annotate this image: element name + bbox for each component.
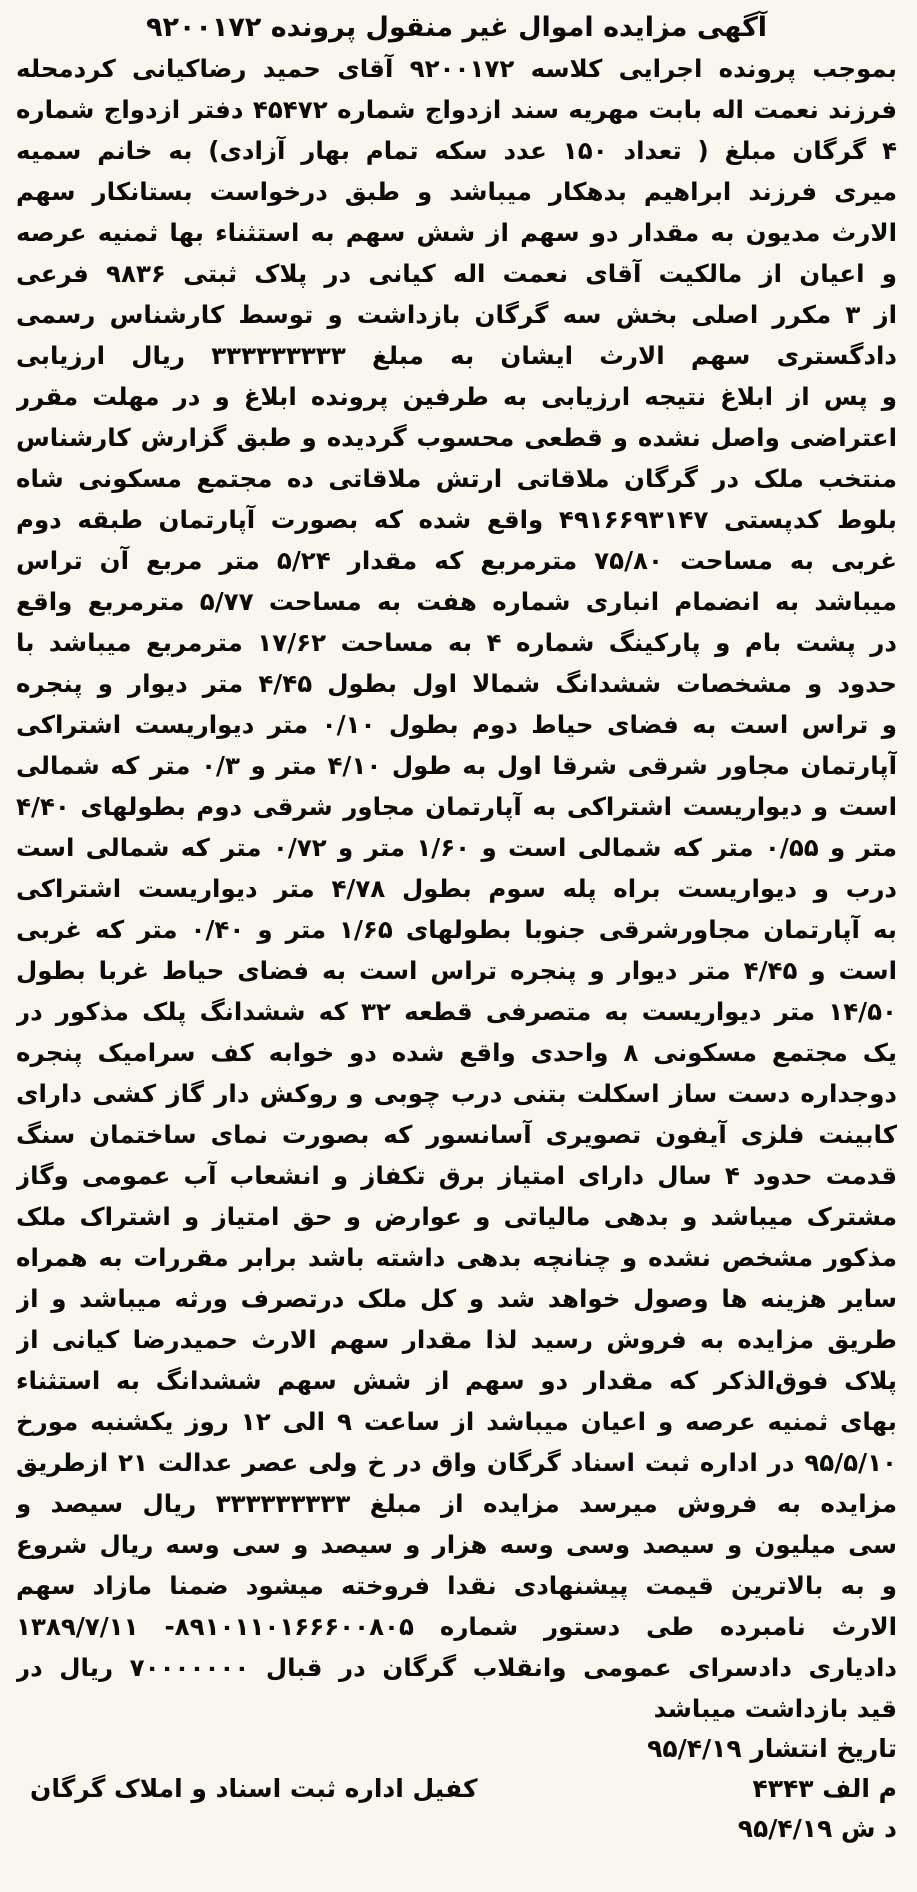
ad-body-line: سایر هزینه ها وصول خواهد شد و کل ملک درتصرف ورثه میباشد و از bbox=[16, 1284, 897, 1313]
ad-body-line: غربی به مساحت ۷۵/۸۰ مترمربع که مقدار ۵/۲۴ متر مربع آن تراس bbox=[16, 546, 897, 575]
ad-body-line: میباشد به انضمام انباری شماره هفت به مساحت ۵/۷۷ مترمربع واقع bbox=[16, 587, 897, 616]
ad-body-line: به آپارتمان مجاورشرقی جنوبا بطولهای ۱/۶۵ متر و ۰/۴۰ متر که غربی bbox=[16, 915, 897, 944]
ad-body bbox=[16, 48, 897, 1729]
ad-body-line: مذکور مشخص نشده و چنانچه بدهی داشته باشد برابر مقررات به همراه bbox=[16, 1243, 897, 1272]
ad-body-line: ۴ گرگان مبلغ ( تعداد ۱۵۰ عدد سکه تمام بهار آزادی) به خانم سمیه bbox=[16, 136, 897, 165]
ad-body-line: الارث نامبرده طی دستور شماره ۸۹۱۰۱۱۰۱۶۶۶۰۰۸۰۵- ۱۳۸۹/۷/۱۱ bbox=[16, 1612, 897, 1641]
ad-body-line: پلاک فوق‌الذکر که مقدار دو سهم از شش سهم ششدانگ به استثناء bbox=[16, 1366, 897, 1395]
footer-row-issue bbox=[16, 1809, 897, 1849]
ad-body-line: در پشت بام و پارکینگ شماره ۴ به مساحت ۱۷/۶۲ مترمربع میباشد با bbox=[16, 628, 897, 657]
ad-body-line: و پس از ابلاغ نتیجه ارزیابی به طرفین پرونده ابلاغ و در مهلت مقرر bbox=[16, 382, 897, 411]
ad-body-line: از ۳ مکرر اصلی بخش سه گرگان بازداشت و توسط کارشناس رسمی bbox=[16, 300, 897, 329]
ad-body-line: الارث مدیون به مقدار دو سهم از شش سهم به استثناء بها ثمنیه عرصه bbox=[16, 218, 897, 247]
ad-body-line: و به بالاترین قیمت پیشنهادی نقدا فروخته میشود ضمنا مازاد سهم bbox=[16, 1571, 897, 1600]
reference-code: م الف ۴۳۴۳ bbox=[752, 1774, 897, 1803]
footer-row-signature bbox=[16, 1769, 897, 1809]
ad-body-line: و تراس است به فضای حیاط دوم بطول ۰/۱۰ متر دیواریست اشتراکی bbox=[16, 710, 897, 739]
ad-body-line: حدود و مشخصات ششدانگ شمالا اول بطول ۴/۴۵ متر دیوار و پنجره bbox=[16, 669, 897, 698]
ad-body-line: میری فرزند ابراهیم بدهکار میباشد و طبق درخواست بستانکار سهم bbox=[16, 177, 897, 206]
ad-body-line: دادیاری دادسرای عمومی وانقلاب گرگان در قبال ۷۰۰۰۰۰۰۰ ریال در bbox=[16, 1653, 897, 1682]
ad-body-line: است و ۴/۴۵ متر دیوار و پنجره تراس است به فضای حیاط غربا بطول bbox=[16, 956, 897, 985]
ad-body-line: اعتراضی واصل نشده و قطعی محسوب گردیده و طبق گزارش کارشناس bbox=[16, 423, 897, 452]
ad-footer bbox=[16, 1729, 897, 1849]
ad-body-line: آپارتمان مجاور شرقی شرقا اول به طول ۴/۱۰ متر و ۰/۳ متر که شمالی bbox=[16, 751, 897, 780]
ad-body-line: بموجب پرونده اجرایی کلاسه ۹۲۰۰۱۷۲ آقای حمید رضاکیانی کردمحله bbox=[16, 54, 897, 83]
issue-code: د ش ۹۵/۴/۱۹ bbox=[737, 1814, 897, 1843]
ad-body-line: ۱۴/۵۰ متر دیواریست به متصرفی قطعه ۳۲ که ششدانگ پلک مذکور در bbox=[16, 997, 897, 1026]
signature-authority: کفیل اداره ثبت اسناد و املاک گرگان bbox=[30, 1774, 478, 1803]
footer-row-date bbox=[16, 1729, 897, 1769]
ad-body-line: بهای ثمنیه عرصه و اعیان میباشد از ساعت ۹ الی ۱۲ روز یکشنبه مورخ bbox=[16, 1407, 897, 1436]
ad-body-line: و اعیان از مالکیت آقای نعمت اله کیانی در پلاک ثبتی ۹۸۳۶ فرعی bbox=[16, 259, 897, 288]
ad-body-line: مشترک میباشد و بدهی مالیاتی و عوارض و حق امتیاز و اشتراک ملک bbox=[16, 1202, 897, 1231]
ad-body-line: دادگستری سهم الارث ایشان به مبلغ ۳۳۳۳۳۳۳۳۳ ریال ارزیابی bbox=[16, 341, 897, 370]
ad-body-line: مزایده به فروش میرسد مزایده از مبلغ ۳۳۳۳۳۳۳۳۳ ریال سیصد و bbox=[16, 1489, 897, 1518]
ad-body-line: است و دیواریست اشتراکی به آپارتمان مجاور شرقی دوم بطولهای ۴/۴۰ bbox=[16, 792, 897, 821]
ad-body-line: متر و ۰/۵۵ متر که شمالی است و ۱/۶۰ متر و ۰/۷۲ متر که شمالی است bbox=[16, 833, 897, 862]
ad-body-line: فرزند نعمت اله بابت مهریه سند ازدواج شماره ۴۵۴۷۲ دفتر ازدواج شماره bbox=[16, 95, 897, 124]
ad-body-line: درب و دیواریست براه پله سوم بطول ۴/۷۸ متر دیواریست اشتراکی bbox=[16, 874, 897, 903]
ad-body-line: یک مجتمع مسکونی ۸ واحدی واقع شده دو خوابه کف سرامیک پنجره bbox=[16, 1038, 897, 1067]
ad-body-line: بلوط کدپستی ۴۹۱۶۶۹۳۱۴۷ واقع شده که بصورت آپارتمان طبقه دوم bbox=[16, 505, 897, 534]
ad-body-line: قید بازداشت میباشد bbox=[653, 1694, 897, 1723]
ad-body-line: قدمت حدود ۴ سال دارای امتیاز برق تکفاز و انشعاب آب عمومی وگاز bbox=[16, 1161, 897, 1190]
ad-title: آگهی مزایده اموال غیر منقول پرونده ۹۲۰۰۱۷۲ bbox=[145, 12, 768, 43]
publish-date: تاریخ انتشار ۹۵/۴/۱۹ bbox=[647, 1734, 897, 1763]
ad-body-line: منتخب ملک در گرگان ملاقاتی ارتش ملاقاتی ده مجتمع مسکونی شاه bbox=[16, 464, 897, 493]
ad-body-line: دوجداره دست ساز اسکلت بتنی درب چوبی و روکش دار گاز کشی دارای bbox=[16, 1079, 897, 1108]
ad-body-line: ۹۵/۵/۱۰ در اداره ثبت اسناد گرگان واق در خ ولی عصر عدالت ۲۱ ازطریق bbox=[16, 1448, 897, 1477]
ad-body-line: کابینت فلزی آیفون تصویری آسانسور که بصورت نمای ساختمان سنگ bbox=[16, 1120, 897, 1149]
ad-body-line: طریق مزایده به فروش رسید لذا مقدار سهم الارث حمیدرضا کیانی از bbox=[16, 1325, 897, 1354]
ad-body-line: سی میلیون و سیصد وسی وسه هزار و سیصد و سی وسه ریال شروع bbox=[16, 1530, 897, 1559]
